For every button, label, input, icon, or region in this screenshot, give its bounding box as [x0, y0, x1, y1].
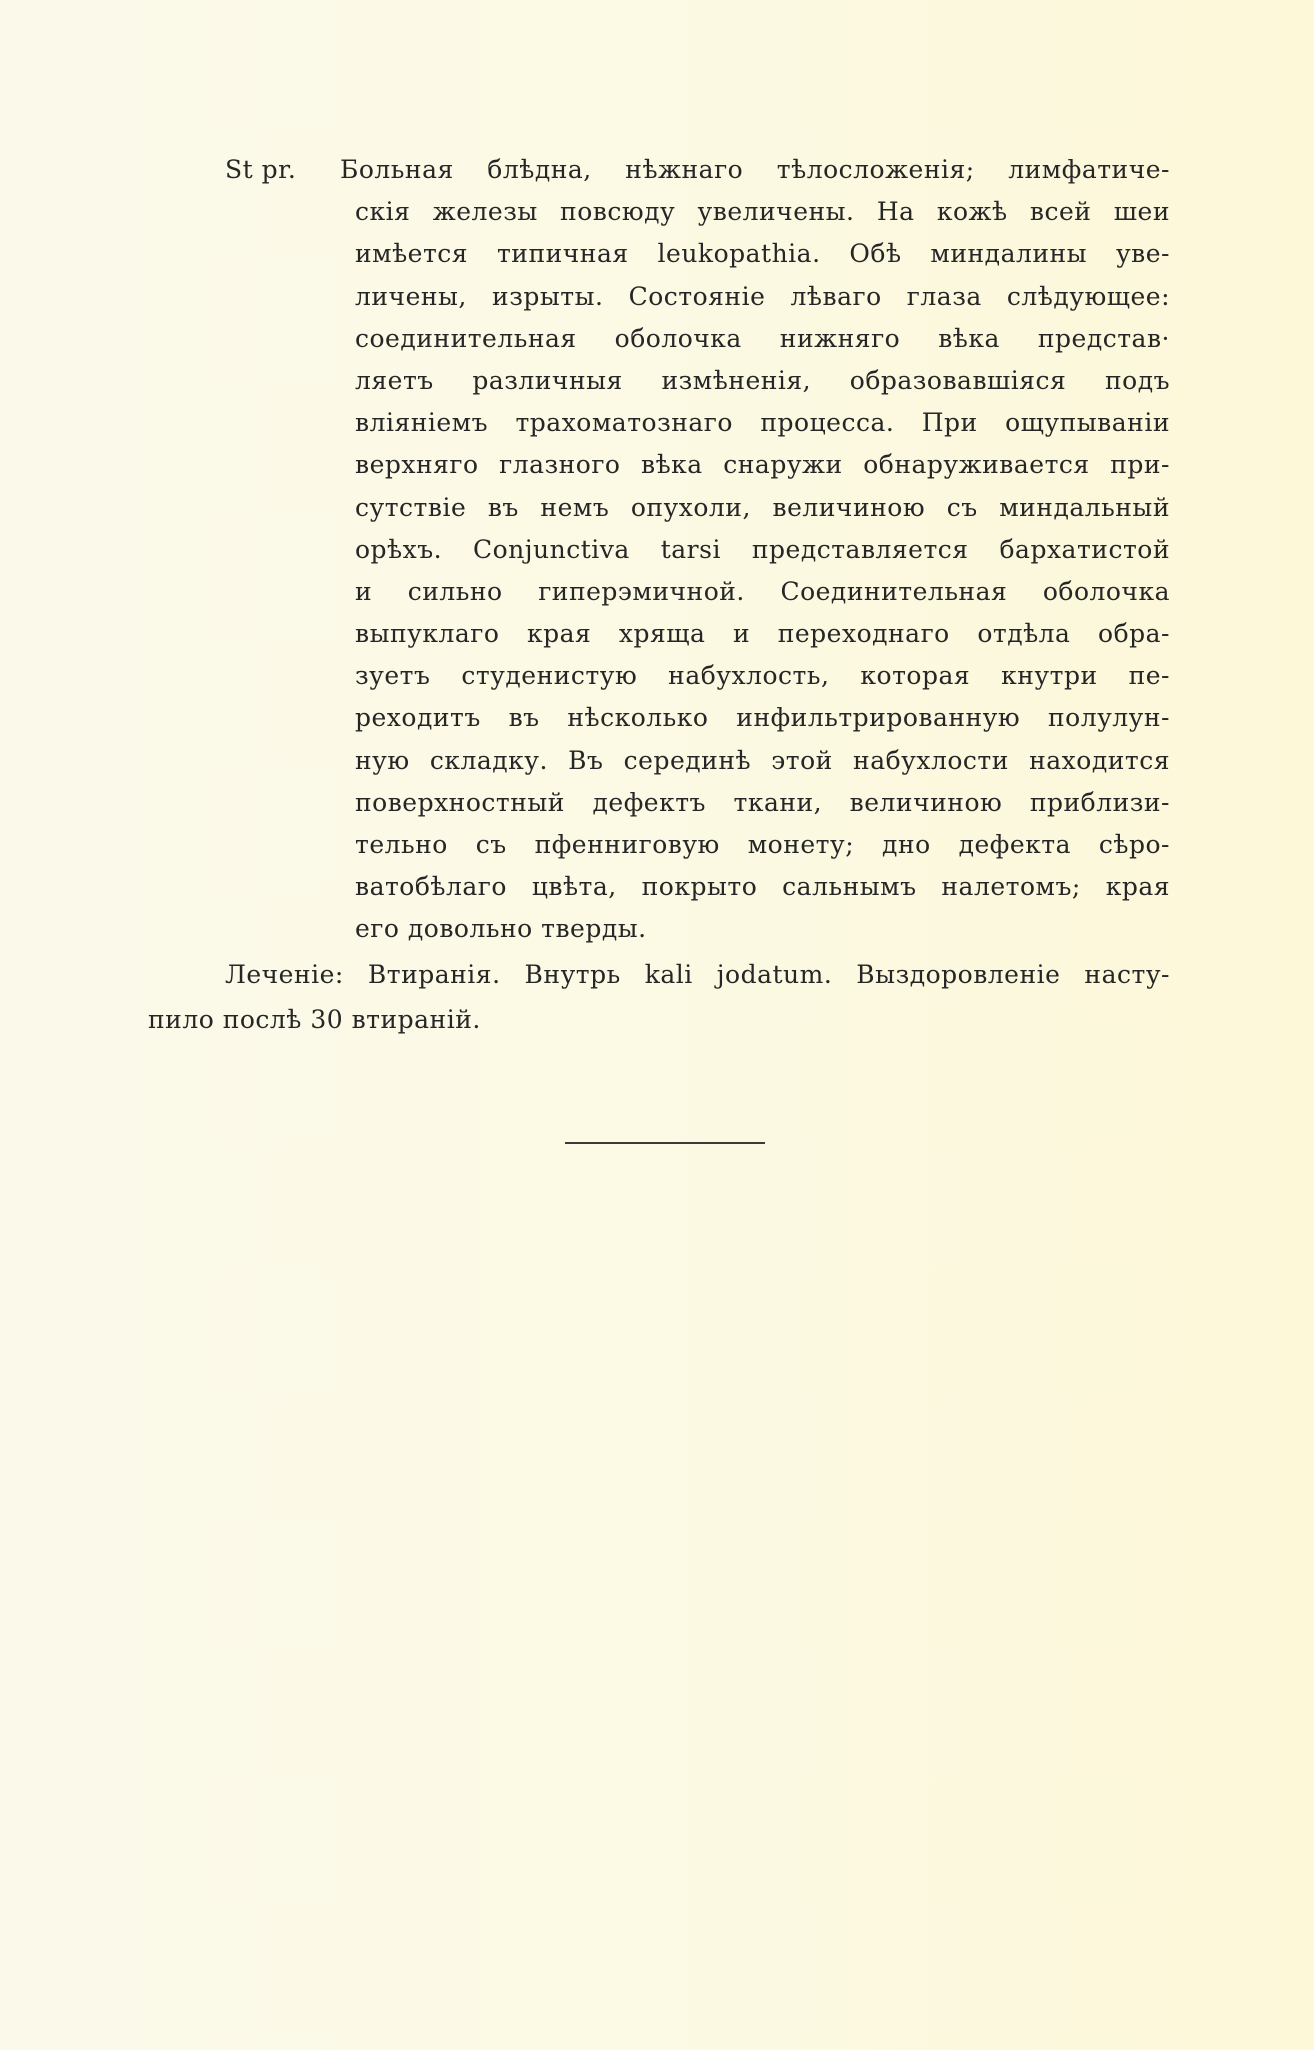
treatment-line-1: Леченіе: Втиранія. Внутрь kali jodatum. Выздоровленіе насту-	[225, 960, 1170, 989]
text-line-6: ляетъ различныя измѣненія, образовавшіяся подъ	[355, 365, 1170, 395]
text-line-10: орѣхъ. Conjunctiva tarsi представляется бархатистой	[355, 534, 1170, 564]
treatment-paragraph	[148, 952, 1170, 1042]
text-line-14: реходитъ въ нѣсколько инфильтрированную полулун-	[355, 703, 1170, 733]
text-line-15: ную складку. Въ серединѣ этой набухлости находится	[355, 745, 1170, 775]
text-line-4: личены, изрыты. Состояніе лѣваго глаза слѣдующее:	[355, 281, 1170, 311]
text-line-8: верхняго глазного вѣка снаружи обнаруживается при-	[355, 450, 1170, 480]
text-line-11: и сильно гиперэмичной. Соединительная оболочка	[355, 576, 1170, 606]
text-line-9: сутствіе въ немъ опухоли, величиною съ миндальный	[355, 492, 1170, 522]
text-line-16: поверхностный дефектъ ткани, величиною приблизи-	[355, 787, 1170, 817]
text-line-5: соединительная оболочка нижняго вѣка представ·	[355, 323, 1170, 353]
text-line-12: выпуклаго края хряща и переходнаго отдѣла обра-	[355, 619, 1170, 649]
text-line-19: его довольно тверды.	[355, 914, 647, 944]
text-line-18: ватобѣлаго цвѣта, покрыто сальнымъ налетомъ; края	[355, 872, 1170, 902]
text-line-13: зуетъ студенистую набухлость, которая кнутри пе-	[355, 661, 1170, 691]
text-line-3: имѣется типичная leukopathia. Обѣ миндалины уве-	[355, 239, 1170, 269]
text-line-17: тельно съ пфенниговую монету; дно дефекта сѣро-	[355, 830, 1170, 859]
treatment-line-2: пило послѣ 30 втираній.	[148, 1005, 481, 1034]
case-description-paragraph	[340, 149, 1170, 951]
section-end-rule	[565, 1142, 765, 1144]
text-line-1: Больная блѣдна, нѣжнаго тѣлосложенія; лимфатиче-	[340, 155, 1170, 184]
text-line-2: скія железы повсюду увеличены. На кожѣ всей шеи	[355, 197, 1170, 227]
status-praesens-label: St pr.	[225, 155, 297, 184]
text-line-7: вліяніемъ трахоматознаго процесса. При ощупываніи	[355, 408, 1170, 438]
